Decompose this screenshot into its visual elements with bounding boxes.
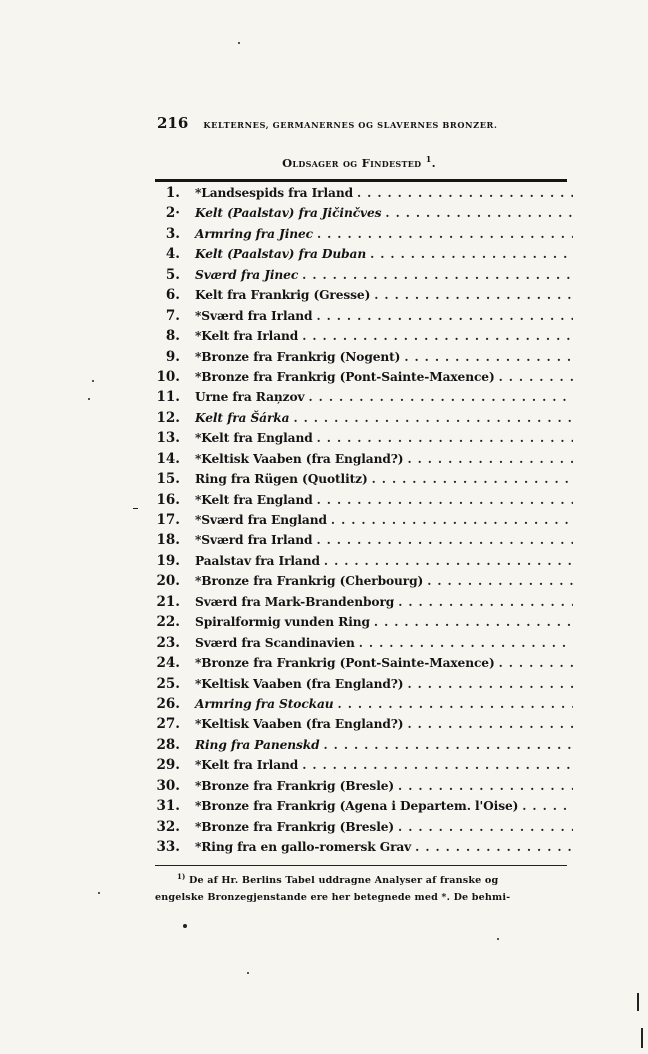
dot-leader	[338, 697, 573, 711]
entry-number: 9.	[165, 348, 180, 365]
entry-number: 4.	[165, 246, 180, 263]
entry-number: 24.	[156, 655, 180, 672]
dot-leader	[398, 595, 573, 609]
entry-label: Urne fra Raņzov	[195, 390, 305, 405]
list-item	[155, 512, 573, 532]
entry-number: 1.	[165, 185, 180, 201]
entry-label: *Sværd fra England	[195, 513, 327, 527]
scan-speck	[92, 380, 94, 382]
scan-speck	[183, 924, 187, 928]
entry-number: 30.	[156, 777, 180, 794]
entry-number: 11.	[156, 389, 180, 406]
list-item	[155, 696, 573, 716]
entry-label: Sværd fra Scandinavien	[195, 635, 355, 650]
entry-label: *Kelt fra England	[195, 431, 313, 446]
list-item	[155, 819, 573, 839]
dot-leader	[359, 636, 573, 650]
footnote-line-2: engelske Bronzegjenstande ere her betegnede med *. De behmi-	[155, 892, 511, 904]
table-title	[0, 154, 648, 170]
entry-label: *Bronze fra Frankrig (Pont-Sainte-Maxence)	[195, 369, 495, 384]
entry-label: *Ring fra en gallo-romersk Grav	[195, 840, 412, 854]
table-title-end: .	[431, 155, 436, 170]
entry-number: 7.	[165, 307, 180, 324]
list-item	[155, 389, 573, 409]
list-item	[155, 573, 573, 593]
list-item	[155, 226, 573, 246]
entry-label: *Sværd fra Irland	[195, 533, 313, 548]
dot-leader	[324, 738, 573, 752]
running-title: KELTERNES, GERMANERNES OG SLAVERNES BRONZER.	[203, 120, 498, 130]
list-item	[155, 716, 573, 736]
entry-label: Paalstav fra Irland	[195, 553, 320, 568]
entry-label: *Landsespids fra Irland	[195, 186, 354, 200]
entry-number: 31.	[156, 798, 180, 815]
list-item	[155, 430, 573, 450]
entry-number: 12.	[156, 409, 180, 426]
footnote-mark: 1)	[177, 872, 186, 881]
dot-leader	[415, 840, 573, 854]
entry-label: Kelt fra Frankrig (Gresse)	[195, 288, 371, 303]
entry-number: 23.	[156, 634, 180, 651]
entry-label: *Bronze fra Frankrig (Cherbourg)	[195, 574, 424, 589]
list-item	[155, 655, 573, 675]
entry-number: 18.	[156, 532, 180, 549]
dot-leader	[317, 227, 573, 241]
entry-label: *Bronze fra Frankrig (Bresle)	[195, 778, 395, 793]
list-item	[155, 553, 573, 573]
dot-leader	[357, 186, 573, 200]
list-item	[155, 205, 573, 225]
entry-number: 21.	[156, 593, 180, 610]
list-item	[155, 492, 573, 512]
list-item	[155, 676, 573, 696]
dot-leader	[331, 513, 573, 527]
dot-leader	[372, 472, 573, 486]
entry-number: 5.	[165, 266, 180, 283]
scan-speck	[98, 892, 100, 894]
entry-number: 10.	[156, 368, 180, 385]
table-title-text: Oldsager og Findested	[282, 155, 422, 170]
dot-leader	[499, 656, 573, 670]
entry-label: Armring fra Jinec	[195, 226, 313, 241]
list-item	[155, 594, 573, 614]
entry-label: *Kelt fra Irland	[195, 329, 299, 344]
entry-label: Spiralformig vunden Ring	[195, 615, 370, 630]
dot-leader	[427, 574, 573, 588]
dot-leader	[293, 411, 573, 425]
list-item	[155, 267, 573, 287]
entry-label: *Sværd fra Irland	[195, 308, 313, 323]
scan-speck	[88, 398, 90, 400]
entry-label: Sværd fra Mark-Brandenborg	[195, 594, 395, 609]
dot-leader	[316, 309, 573, 323]
entry-number: 16.	[156, 491, 180, 508]
list-item	[155, 532, 573, 552]
entry-number: 2·	[165, 205, 180, 222]
entry-number: 8.	[165, 328, 180, 345]
entries-list	[155, 185, 573, 859]
entry-label: *Bronze fra Frankrig (Pont-Sainte-Maxence)	[195, 656, 495, 671]
entry-label: Ring fra Panenskd	[195, 737, 320, 752]
entry-label: Kelt fra Šárka	[195, 410, 290, 425]
entry-label: *Kelt fra England	[195, 492, 313, 507]
table-top-rule	[155, 179, 567, 182]
entry-number: 28.	[156, 736, 180, 753]
entry-label: *Keltisk Vaaben (fra England?)	[195, 676, 404, 691]
list-item	[155, 246, 573, 266]
entry-number: 15.	[156, 471, 180, 488]
dot-leader	[317, 493, 573, 507]
list-item	[155, 737, 573, 757]
list-item	[155, 185, 573, 205]
entry-label: *Bronze fra Frankrig (Nogent)	[195, 349, 401, 364]
list-item	[155, 839, 573, 859]
dot-leader	[407, 677, 573, 691]
dot-leader	[316, 533, 573, 547]
dot-leader	[407, 717, 573, 731]
list-item	[155, 308, 573, 328]
entry-number: 29.	[156, 757, 180, 774]
dot-leader	[302, 268, 573, 282]
list-item	[155, 798, 573, 818]
list-item	[155, 614, 573, 634]
scan-speck	[247, 972, 249, 974]
entry-label: Ring fra Rügen (Quotlitz)	[195, 472, 368, 487]
dot-leader	[374, 288, 573, 302]
list-item	[155, 451, 573, 471]
entry-label: Sværd fra Jinec	[195, 267, 299, 282]
entry-number: 17.	[156, 512, 180, 528]
dot-leader	[398, 779, 573, 793]
entry-number: 25.	[156, 675, 180, 692]
entry-number: 22.	[156, 614, 180, 631]
list-item	[155, 471, 573, 491]
dot-leader	[385, 206, 573, 220]
entry-label: *Bronze fra Frankrig (Bresle)	[195, 819, 395, 834]
page-number: 216	[157, 114, 189, 132]
page-header	[157, 113, 577, 132]
entry-label: Kelt (Paalstav) fra Jičinčves	[195, 206, 382, 221]
list-item	[155, 410, 573, 430]
list-item	[155, 349, 573, 369]
dot-leader	[324, 554, 573, 568]
entry-label: *Keltisk Vaaben (fra England?)	[195, 451, 404, 466]
entry-label: Kelt (Paalstav) fra Duban	[195, 247, 367, 262]
footnote	[155, 868, 567, 906]
entry-number: 19.	[156, 552, 180, 569]
entry-label: Armring fra Stockau	[195, 696, 334, 711]
list-item	[155, 328, 573, 348]
entry-number: 14.	[156, 450, 180, 467]
entry-number: 32.	[156, 818, 180, 835]
footnote-line-1-text: De af Hr. Berlins Tabel uddragne Analyser af franske og	[188, 875, 499, 887]
entry-number: 20.	[156, 573, 180, 590]
entry-number: 6.	[165, 287, 180, 304]
dot-leader	[407, 452, 573, 466]
entry-label: *Keltisk Vaaben (fra England?)	[195, 717, 404, 732]
dot-leader	[370, 247, 573, 261]
dot-leader	[522, 799, 573, 813]
table-title-footnote-mark: 1	[425, 154, 432, 164]
scan-speck	[133, 508, 138, 509]
dot-leader	[309, 390, 573, 404]
scan-edge-mark	[637, 993, 639, 1011]
scan-edge-mark	[641, 1028, 643, 1048]
entry-number: 13.	[156, 430, 180, 447]
dot-leader	[374, 615, 573, 629]
dot-leader	[398, 820, 573, 834]
dot-leader	[302, 329, 573, 343]
list-item	[155, 757, 573, 777]
dot-leader	[404, 350, 573, 364]
entry-number: 3.	[165, 225, 180, 242]
list-item	[155, 778, 573, 798]
scan-speck	[497, 938, 499, 940]
dot-leader	[302, 758, 573, 772]
dot-leader	[499, 370, 573, 384]
list-item	[155, 369, 573, 389]
footnote-line-1	[155, 868, 567, 889]
list-item	[155, 287, 573, 307]
entry-number: 33.	[156, 839, 180, 855]
scan-speck	[238, 42, 240, 44]
entry-label: *Kelt fra Irland	[195, 758, 299, 773]
entry-number: 26.	[156, 695, 180, 712]
list-item	[155, 635, 573, 655]
entry-label: *Bronze fra Frankrig (Agena i Departem. l'Oise)	[195, 799, 519, 814]
entry-number: 27.	[156, 716, 180, 733]
dot-leader	[317, 431, 573, 445]
footnote-rule	[155, 865, 567, 866]
